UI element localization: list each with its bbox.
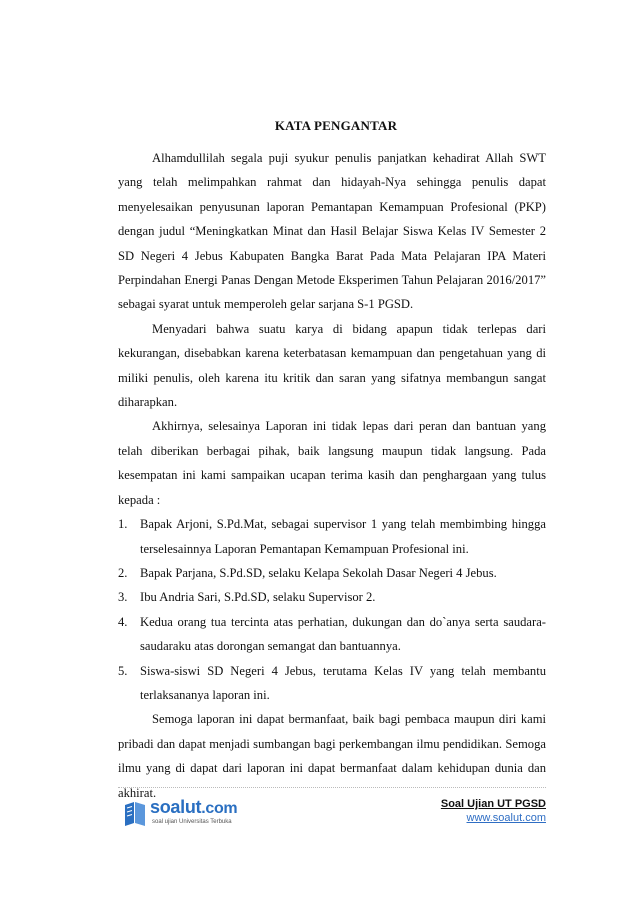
list-number: 5. [118, 663, 128, 678]
list-item [118, 585, 546, 609]
list-text: Siswa-siswi SD Negeri 4 Jebus, terutama Kelas IV yang telah membantu terlaksananya laporan ini. [140, 663, 546, 702]
list-number: 1. [118, 517, 128, 532]
footer-url-link[interactable]: www.soalut.com [466, 812, 546, 824]
logo-name: soalut [150, 797, 202, 817]
list-text: Ibu Andria Sari, S.Pd.SD, selaku Supervisor 2. [140, 590, 376, 605]
paragraph-opening: Alhamdullilah segala puji syukur penulis panjatkan kehadirat Allah SWT yang telah melimpahkan rahmat dan hidayah-Nya sehingga penulis dapat menyelesaikan penyusunan laporan Pemantapan Kemampuan Profesional (PKP) dengan judul “Meningkatkan Minat dan Hasil Belajar Siswa Kelas IV Semester 2 SD Negeri 4 Jebus Kabupaten Bangka Barat Pada Mata Pelajaran IPA Materi Perpindahan Energi Panas Dengan Metode Eksperimen Tahun Pelajaran 2016/2017” sebagai syarat untuk memperoleh gelar sarjana S-1 PGSD. [118, 151, 546, 312]
list-item [118, 610, 546, 659]
list-number: 2. [118, 565, 128, 580]
book-logo-icon [122, 799, 148, 829]
logo-wordmark [150, 797, 237, 818]
footer-title: Soal Ujian UT PGSD [440, 798, 546, 810]
footer-divider [118, 787, 546, 788]
list-item [118, 561, 546, 585]
document-body [118, 146, 546, 805]
footer-info [441, 798, 546, 824]
logo-tagline: soal ujian Universitas Terbuka [152, 819, 232, 825]
thanks-list [118, 512, 546, 707]
paragraph-limitations: Menyadari bahwa suatu karya di bidang apapun tidak terlepas dari kekurangan, disebabkan karena keterbatasan kemampuan dan pengetahuan yang di miliki penulis, oleh karena itu kritik dan saran yang sifatnya membangun sangat diharapkan. [118, 321, 546, 410]
paragraph-closing: Semoga laporan ini dapat bermanfaat, baik bagi pembaca maupun diri kami pribadi dan dapat menjadi sumbangan bagi perkembangan ilmu pendidikan. Semoga ilmu yang di dapat dari laporan ini dapat bermanfaat dalam kehidupan dunia dan akhirat. [118, 712, 546, 800]
paragraph-thanks: Akhirnya, selesainya Laporan ini tidak lepas dari peran dan bantuan yang telah diberikan berbagai pihak, baik langsung maupun tidak langsung. Pada kesempatan ini kami sampaikan ucapan terima kasih dan penghargaan yang tulus kepada : [118, 419, 546, 507]
list-text: Bapak Arjoni, S.Pd.Mat, sebagai supervisor 1 yang telah membimbing hingga terselesainnya Laporan Pemantapan Kemampuan Profesional ini. [140, 517, 546, 556]
list-number: 3. [118, 590, 128, 605]
logo-suffix: .com [201, 800, 238, 817]
list-number: 4. [118, 614, 128, 629]
list-item [118, 659, 546, 708]
soalut-logo[interactable] [122, 797, 262, 835]
list-text: Kedua orang tua tercinta atas perhatian, dukungan dan do`anya serta saudara-saudaraku atas dorongan semangat dan bantuannya. [140, 614, 546, 654]
list-text: Bapak Parjana, S.Pd.SD, selaku Kelapa Sekolah Dasar Negeri 4 Jebus. [140, 565, 497, 580]
list-item [118, 512, 546, 561]
page-title: KATA PENGANTAR [274, 118, 398, 133]
